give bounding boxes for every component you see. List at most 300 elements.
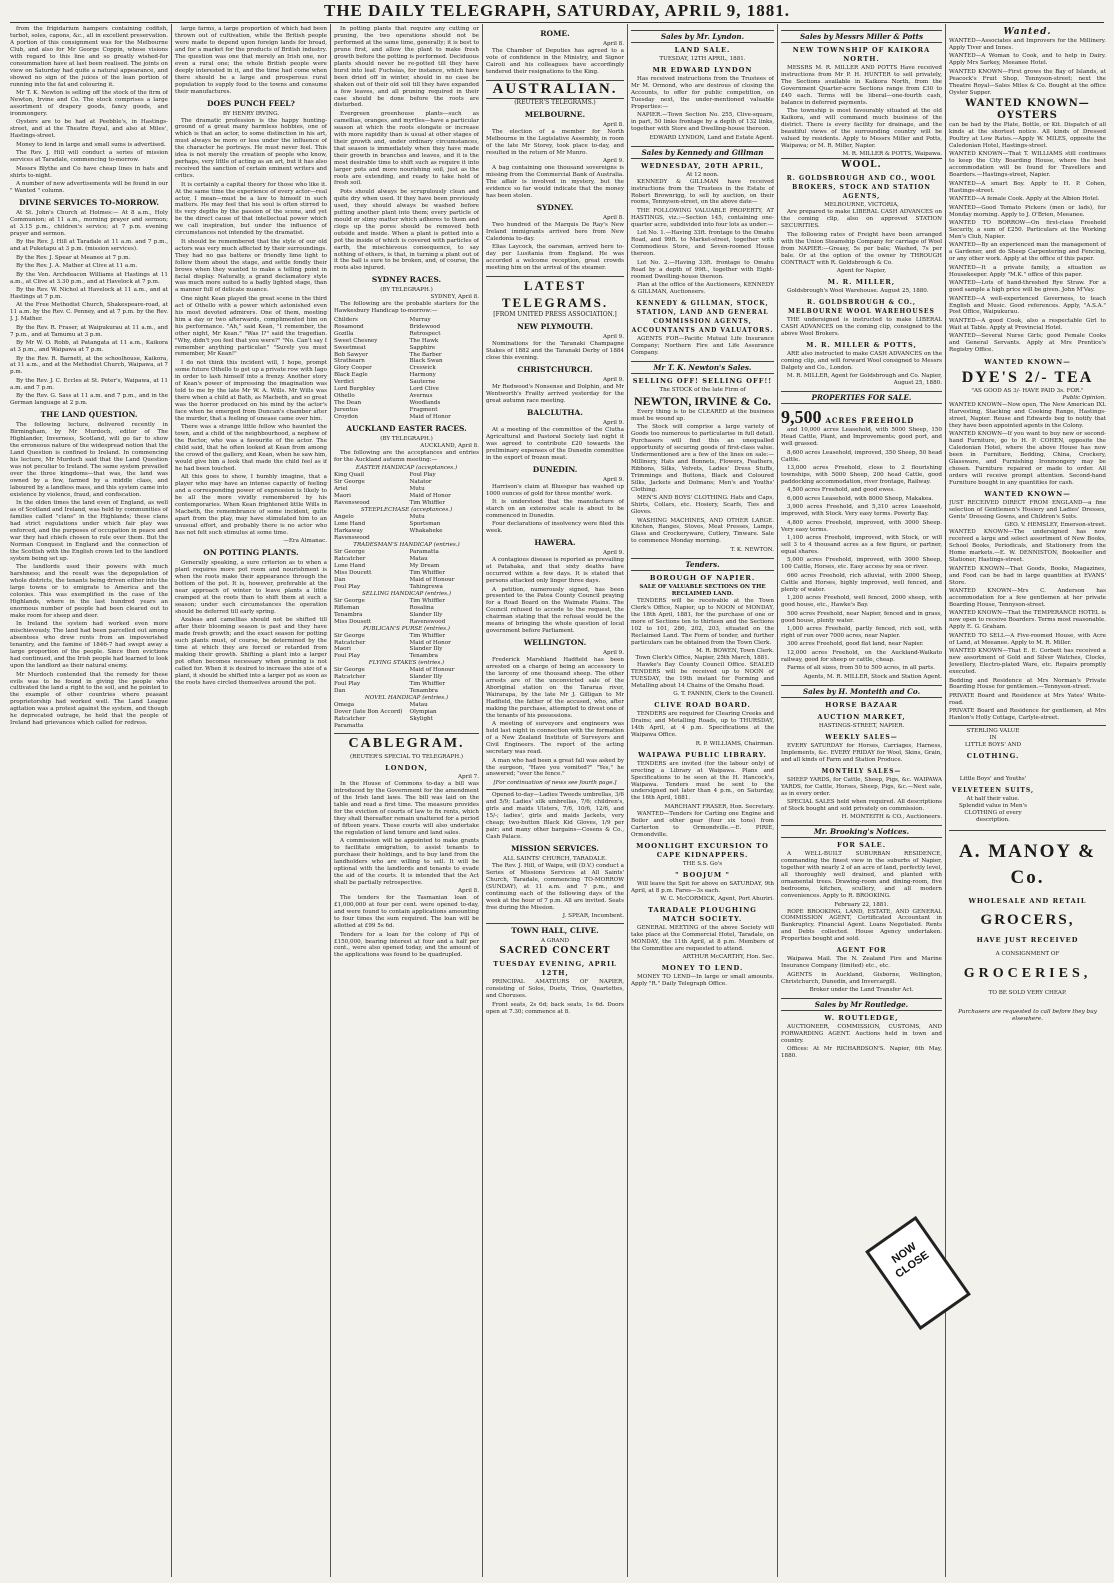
race-entry: Olympian	[409, 709, 437, 716]
signature: J. SPEAR, Incumbent.	[562, 913, 624, 920]
race-entry: Fragment	[409, 407, 438, 414]
paragraph: SPECIAL SALES held when required. All descriptions of Stock bought and sold privately on commission.	[781, 798, 942, 812]
race-entry: Ravenswood	[409, 618, 446, 625]
subheading: A GRAND	[541, 938, 569, 945]
classified-ad: WANTED—Lots of hand-threshed Rye Straw. For a good sample a high price will be given. John M'Vay.	[949, 280, 1106, 294]
paragraph: Harrison's claim at Bluespur has washed up 1000 ounces of gold for three months' work.	[486, 483, 624, 497]
race-entry: Angelo	[334, 514, 354, 521]
signature: M. R. MILLER, Agent for Goldsbrough and Co. Napier, August 25, 1880.	[786, 373, 942, 387]
paragraph: It is understood that the manufacture of starch on an extensive scale is about to be commenced in Dunedin.	[486, 498, 624, 519]
paragraph: and 10,000 acres Leasehold, with 5000 Sheep, 150 Head Cattle, Plant, and Improvements; good port, and well grassed.	[781, 427, 942, 448]
column-3	[334, 26, 479, 1576]
paragraph: Money to lend in large and small sums is advertised.	[16, 141, 166, 148]
paragraph: TENDERS are required for Clearing Creeks and Drains; and Metalling Roads, up to THURSDAY, 14th April, at 4 p.m. Specifications at the Waipawa Office.	[631, 711, 774, 739]
race-entry: Natator	[409, 479, 432, 486]
paragraph: By the Rev. G. Sass at 11 a.m. and 7 p.m., and in the German language at 2 p.m.	[10, 393, 168, 407]
section-heading: MISSION SERVICES.	[511, 844, 599, 854]
race-entry: Croydon	[334, 414, 359, 421]
race-entry: Tim Whiffler	[409, 500, 445, 507]
column-rule	[945, 24, 946, 1577]
classified-ad: WANTED KNOWN—That Goods, Books, Magazines, and Food can be had in large quantities at EVANS' Store.	[949, 565, 1106, 586]
byline: (REUTER'S TELEGRAMS.)	[514, 98, 596, 106]
classified-ad: WANTED KNOWN—First grows the Bay of Islands, at Peacock's Fruit Shop, Tennyson-street; next the Theatre Royal—Sales Miles & Co. Bought at the office Oyster Supper.	[949, 68, 1106, 96]
race-entry: Gozilla	[334, 330, 354, 337]
paragraph: Four declarations of insolvency were filed this week.	[486, 521, 624, 535]
dateline: April 8.	[603, 41, 624, 47]
paragraph: Offices: At Mr RICHARDSON'S. Napier, 6th May, 1880.	[781, 1046, 942, 1060]
paragraph: The landlords used their powers with much harshness; and the result was the depopulation of whole districts, the tenants being driven either into the large towns or to emigrate to America and the colonies. This was exemplified in the case of the Highlands, where in the last hundred years an enormous number of people had been cleared out to make room for sheep and deer.	[10, 564, 168, 619]
section-heading: ROME.	[540, 29, 570, 38]
concert-date: TUESDAY EVENING, APRIL 12TH,	[493, 960, 617, 978]
paragraph: By the Rev. R. Fraser, at Waipukurau at 11 a.m., and 7 p.m., and at Tamumu at 3 p.m.	[10, 324, 168, 338]
race-entry: Maid of Honour	[409, 576, 455, 583]
race-entry: Maori	[334, 493, 351, 500]
paragraph: Mr Murdoch contended that the remedy for these evils was to be found in giving the people who cultivated the land a right to the soil, and he pointed to the example of other countries where peasant proprietorship had worked well. The Land League agitation was a protest against the system, and though he deprecated outrage, he held that the people of Ireland had grievances which called for redress.	[10, 671, 168, 727]
paragraph: AGENTS in Auckland, Gisborne, Wellington, Christchurch, Dunedin, and Invercargill.	[781, 971, 942, 985]
byline: BY HENRY IRVING.	[222, 110, 280, 117]
paragraph: EVERY SATURDAY for Horses, Carriages, Harness, Implements, &c. EVERY FRIDAY for Wool, Skins, Grain, and all kinds of Farm and Station Produce.	[781, 742, 942, 763]
classified-ad: JUST RECEIVED DIRECT FROM ENGLAND—a fine selection of Gentlemen's Hosiery and Ladies' Dresses, Gents' Dressing Gowns, and Children's Suits.	[949, 500, 1106, 521]
firm-name: NEWTON, IRVINE & Co.	[633, 393, 772, 408]
dateline: April 9.	[603, 650, 624, 657]
paragraph: Elias Laycock, the oarsman, arrived here to-day per Lusitania from England. He was accorded a welcome reception, great crowds meeting him on the arrival of the steamer.	[486, 244, 624, 272]
ad-line: WHOLESALE AND RETAIL	[968, 897, 1087, 906]
paragraph: The following are the probable starters for the Hawkesbury Handicap to-morrow:—	[334, 301, 479, 315]
paragraph: Plan at the office of the Auctioneers, KENNEDY & GILLMAN, Auctioneers.	[631, 281, 774, 295]
race-entries	[334, 317, 479, 421]
section-heading: NEW PLYMOUTH.	[516, 322, 594, 332]
paragraph: ROPE BROOKING, LAND, ESTATE, AND GENERAL COMMISSION AGENT, Certificated Accountant in Bankruptcy. Financial Agent. Loans Negotiated. Rents and Debts collected. House Agency undertaken. Properties bought and sold.	[781, 908, 942, 943]
ad-title: FOR SALE.	[836, 841, 887, 850]
race-entry: Mutu	[409, 486, 425, 493]
race-entry: Ravenswood	[334, 535, 370, 542]
wool-heading: WOOL.	[781, 158, 942, 171]
ad-section-heading: PROPERTIES FOR SALE.	[781, 391, 942, 404]
section-heading: DUNEDIN.	[532, 464, 578, 474]
column-2	[175, 26, 327, 1576]
dye-tea-heading: WANTED KNOWN—	[984, 358, 1071, 367]
ad-subtitle: Agent for Napier,	[836, 268, 887, 275]
acreage-label: ACRES FREEHOLD	[825, 416, 915, 426]
classified-ad: WANTED—Several Nurse Girls; good Female Cooks and General Servants. Apply at Mrs Prentice's Registry Office.	[949, 333, 1106, 354]
paragraph: In Ireland the system had worked even more mischievously. The land had been parcelled out among absentees who drew rents from an impoverished tenantry, and the famine of 1846-7 had swept away a large proportion of the people. Since then evictions had continued, and the Irish people had learned to look upon the landlord as their natural enemy.	[10, 621, 168, 670]
ad-title: R. GOLDSBROUGH & CO., MELBOURNE WOOL WAREHOUSES	[788, 299, 935, 316]
paragraph: By the Rev. W. Nichol at Havelock at 11 a.m., and at Hastings at 7 p.m.	[10, 286, 168, 300]
race-entry: Maid of Honour	[409, 667, 455, 674]
ad-line: At half their value.	[966, 796, 1020, 803]
classified-ad: WANTED KNOWN—If you want to buy new or second-hand Furniture, go to H. P. COHEN, opposite the Caledonian Hotel, where the above House has now been in Furniture, Bedding, China, Crockery, Glassware, and Furnishing Ironmongery may be chosen. Furniture repaired or made to order. All orders will receive prompt attention. Second-hand Furniture bought in any quantities for cash.	[949, 431, 1106, 487]
race-entry: Tenambra	[409, 688, 438, 695]
race-entry: Foul Play	[334, 653, 361, 660]
paragraph: 1,100 acres Freehold, improved, with Stock, or will sell 3 to 4 thousand acres as a few figure, or partner, equal shares.	[781, 535, 942, 555]
ad-date: February 22, 1881.	[834, 901, 889, 908]
race-entry: Dan	[334, 688, 346, 695]
paragraph: ARE also instructed to make CASH ADVANCES on the coming clip, and will forward Wool consigned to Messrs Dalgety and Co., London.	[781, 350, 942, 371]
paragraph: 5,000 acres Freehold, improved, with 3000 Sheep, 100 Cattle, Horses, etc. Easy access by sea or river.	[781, 557, 942, 571]
clothing-ad	[949, 728, 1037, 824]
auctioneer-name: MR EDWARD LYNDON	[652, 66, 753, 74]
paragraph: At a meeting of the committee of the Clutha Agricultural and Pastoral Society last night it was agreed to contribute £20 towards the preliminary expenses of the Dunedin committee in the export of frozen meat.	[486, 426, 624, 461]
ad-line: A CONSIGNMENT OF	[995, 951, 1060, 958]
section-heading: CHRISTCHURCH.	[517, 364, 593, 374]
race-entry-list	[334, 667, 479, 695]
dye-tea-slogan: "AS GOOD AS 3/- HAVE PAID 3s. FOR."	[971, 388, 1084, 395]
dateline: April 7.	[458, 774, 479, 781]
ad-title: WANTED KNOWN—	[984, 490, 1071, 499]
paragraph: 13,000 acres Freehold, close to 2 flourishing townships, with 5000 Sheep, 200 head Cattle, good paddocking accommodation, river frontage, Railway.	[781, 465, 942, 485]
ad-subtitle: HASTINGS-STREET, NAPIER.	[818, 722, 905, 729]
ad-section-heading: Sales by H. Monteith and Co.	[781, 685, 942, 698]
race-entry: Rifleman	[334, 604, 360, 611]
ad-section-heading: Sales by Messrs Miller & Potts	[781, 30, 942, 43]
paragraph: A number of new advertisements will be found in our " Wanted " column.	[10, 181, 168, 194]
paragraph: NAPIER.—Town Section No. 255, Clive-square, in part, 50 links frontage by a depth of 132 links, together with Store and Dwelling-house thereon.	[631, 112, 774, 133]
signature: T. K. NEWTON.	[730, 546, 774, 553]
byline: (BY TELEGRAPH.)	[380, 436, 433, 443]
ad-section-heading: Sales by Mr. Lyndon.	[631, 30, 774, 43]
divider	[949, 725, 1106, 726]
signature: Agents, M. R. MILLER, Stock and Station Agent.	[803, 673, 942, 680]
race-entry: Foul Play	[409, 472, 436, 479]
race-entry: Matau	[409, 556, 428, 562]
race-entry: Murray	[409, 316, 431, 323]
section-heading: HAWERA.	[534, 538, 576, 548]
continuation-note: [For continuation of news see fourth page.]	[493, 780, 617, 787]
paragraph: In the House of Commons to-day a bill was introduced by the Government for the amendment of the Irish land laws. The bill was laid on the table and read a first time. The measure provides for the eviction of courts of law to fix rents, which they shall thereafter remain unaltered for a period of fifteen years. These courts will also undertake the regulation of land tenure and land sales.	[334, 781, 479, 836]
race-entry: The Barber	[409, 351, 442, 358]
signature: M. R. BOWEN, Town Clerk.	[696, 648, 774, 655]
paragraph: Oysters are to be had at Peebble's, in Hastings-street, and at the Theatre Royal, and also at Miles', Hastings-street.	[10, 119, 168, 140]
paragraph: Waipawa Mail. The N. Zealand Fire and Marine Insurance Company (limited) etc., etc.	[781, 956, 942, 970]
paragraph: The tenders for the Tasmanian loan of £1,000,000 at four per cent. were opened to-day, and were found to contain applications amounting to four times the sum required. The loan will be allotted at £99 5s 6d.	[334, 895, 479, 930]
dateline: April 8.	[603, 121, 624, 128]
section-heading: SYDNEY.	[536, 202, 574, 212]
dateline: April 9.	[603, 334, 624, 341]
classified-ad: WANTED—Associates and Improvers for the Millinery. Apply Tiver and Innes.	[949, 38, 1106, 51]
ad-subtitle: WEEKLY SALES—	[825, 733, 898, 741]
paragraph: Are prepared to make LIBERAL CASH ADVANCES on the coming clip, also on approved STATION SECURITIES.	[781, 209, 942, 230]
race-entry: Tahingrewa	[409, 583, 443, 590]
dateline: April 9.	[603, 419, 624, 426]
paragraph: I do not think this incident will, I hope, prompt some future Othello to get up a private row with Iago in order to lash himself into a frenzy. Another story of Kean's power of impressing the imagination was told to me by the late Mr W. A. Wills. Mr Wills was there when a child at Bath, as Macbeth, and so great was the horror produced on his mind by the actor's face when he emerged from Duncan's chamber after the murder, that a feeling of unease came over him.	[175, 359, 327, 422]
race-entry: Rosamond	[334, 323, 364, 330]
race-entry: Slander Illy	[409, 674, 443, 681]
paragraph: By the Rev. J. C. Eccles at St. Peter's, Waipawa, at 11 a.m. and 7 p.m.	[10, 377, 168, 391]
paragraph: All this goes to show, I humbly imagine, that a player who may have an intense capacity of feeling and a corresponding power of expression is likely to be all the more vividly remembered by his contemporaries. When Kean frightened little Wills in Macbeth, the remembrance of some incident, quite apart from the play, may have stimulated him to an unusual effort, and probably there is no actor who has not felt such stimulus at some time.	[175, 474, 327, 536]
ad-date: TUESDAY, 12TH APRIL, 1881.	[659, 56, 746, 62]
section-heading: WELLINGTON.	[523, 638, 587, 648]
column-7	[949, 26, 1106, 1576]
ad-title: CLIVE ROAD BOARD.	[654, 701, 751, 710]
race-entry: Sir George	[334, 479, 365, 486]
race-entry: Dan	[334, 576, 346, 583]
paragraph: THE FOLLOWING VALUABLE PROPERTY, AT HASTINGS, viz.:—Section 145, containing one-quarter acre, subdivided into four lots as under:—	[631, 207, 774, 228]
classified-ad: WANTED KNOWN—The undersigned has now received a large and select assortment of New Books, School Books, Periodicals, and Stationery from the Home markets.—E. W. DENNISTON, Bookseller and Stationer, Hastings-street.	[949, 529, 1106, 564]
ad-title: R. GOLDSBROUGH AND CO., WOOL BROKERS, STOCK AND STATION AGENTS,	[786, 175, 937, 201]
ad-subtitle: MELBOURNE, VICTORIA,	[824, 202, 899, 209]
race-entry-list	[334, 514, 479, 542]
wanted-heading: Wanted.	[1003, 27, 1052, 37]
ad-title: BOROUGH OF NAPIER.	[649, 573, 756, 582]
oysters-heading: WANTED KNOWN—OYSTERS	[965, 98, 1090, 122]
classified-ad: WANTED—A Woman to Cook, and to help in Dairy. Apply Mrs Sarkey, Meeanee Hotel.	[949, 53, 1106, 67]
paragraph: Hawke's Bay County Council Office. SEALED TENDERS will be received up to NOON of TUESDAY, the 19th instant for Forming and Metalling about 14 Chains of the Omahu Road.	[631, 662, 774, 689]
signature: H. MONTEITH & CO., Auctioneers.	[841, 814, 942, 821]
paragraph: large farms, a large proportion of which had been thrown out of cultivation, while the British people were made to depend upon foreign lands for bread, and for a market for the products of British industry. The question was one that merely an Irish one, nor even a rural one; the whole British people were deeply interested in it, and the time had come when there should be a large and prosperous rural population to supply food to the towns and consume their manufactures.	[175, 26, 327, 95]
paragraph: Mr Redwood's Nonsense and Dolphin, and Mr Wentworth's Frailty arrived yesterday for the great autumn race meeting.	[486, 383, 624, 404]
ad-footer: Broker under the Land Transfer Act.	[809, 987, 914, 994]
dateline: April 8.	[603, 214, 624, 221]
race-subheading: STEEPLECHASE (acceptances.)	[360, 507, 453, 514]
ad-title: MONEY TO LEND.	[661, 964, 744, 973]
race-entry: Lone Hand	[334, 562, 366, 569]
section-heading: TOWN HALL, CLIVE.	[486, 923, 624, 936]
ad-title: M. R. MILLER & POTTS,	[806, 340, 917, 349]
paragraph: It is certainly a capital theory for those who like it. At the same time the experience of every actor—real actor, I mean—must be a law to himself in such matters. He may feel that his soul is often stirred to its very depths by the passion of the scene, and yet be the direct cause of that intellectual power which we call inspiration, but under the influence of circumstances not intended by the dramatist.	[175, 181, 327, 237]
acreage-figure: 9,500	[781, 407, 822, 428]
classified-ad: PRIVATE Board and Residence at Mrs Yates' White-road.	[949, 692, 1106, 706]
auctioneer-name: W. ROUTLEDGE,	[824, 1014, 899, 1023]
classified-ad: WANTED—A well-experienced Governess, to teach English and Music. Good references. Apply, "A.S.A." Post Office, Waipukurau.	[949, 295, 1106, 316]
race-entry: Skylight	[409, 716, 433, 723]
paragraph: Every thing is to be CLEARED at the business must be wound up.	[631, 408, 774, 422]
race-entry: Dover (late Bon Accord)	[334, 709, 403, 716]
paragraph: Frederick Marshland Hadfield has been arrested on a charge of being an accessory to the larceny of one thousand sheep. The other arrests are of the unconvicted sale of the Aboriginal station on the Tararua river, Wairarapa, by the late Mr J. Gilligan to Mr Hadfield, the father of the accused, who, after making the purchase, attempted to divest one of the tenants of his possessions.	[486, 657, 624, 719]
ad-subtitle: SALE OF VALUABLE SECTIONS ON THE RECLAIMED LAND.	[639, 583, 766, 597]
ad-line: GROCERS,	[980, 912, 1075, 929]
signature: G. T. FANNIN, Clerk to the Council.	[673, 691, 774, 698]
ad-title: AUCTION MARKET,	[817, 712, 906, 721]
race-entry: Lone Hand	[334, 521, 366, 528]
section-heading: SYDNEY RACES.	[371, 275, 442, 285]
race-entry: Slander Illy	[409, 646, 443, 653]
ad-section-heading: Tenders.	[631, 558, 774, 571]
signature: R. P. WILLIAMS, Chairman.	[695, 740, 774, 747]
column-1	[10, 26, 168, 1576]
race-entry: Ratcatcher	[334, 556, 366, 562]
divider	[486, 789, 624, 790]
paragraph: Pots should always be scrupulously clean and quite dry when used. If they have been previously used, they should always be washed before putting another plant into them; every particle of mould or slimy matter which adheres to them and clogs up the pores should be removed both outside and inside. When a plant is potted into a pot the inside of which is covered with particles of earth, the mischievous consequence, to say nothing of others, is that, in turning a plant out of it the ball is sure to be broken, and, of course, the roots also injured.	[334, 188, 479, 272]
paragraph: By the Rev. J. Hill at Taradale at 11 a.m. and 7 p.m., and at Puketapu at 3 p.m. (mission services).	[10, 239, 168, 253]
race-entry: The Hawk	[409, 337, 439, 344]
paragraph: 8,600 acres Leasehold, improved, 350 Sheep, 50 head Cattle.	[781, 449, 942, 463]
auckland-race-entries	[334, 465, 479, 730]
dateline: LONDON,	[385, 764, 428, 773]
race-entry: Lord Burghley	[334, 386, 375, 393]
signature: W. C. McCORMICK, Agent, Port Ahuriri.	[660, 896, 774, 903]
race-entry: Paramatta	[409, 549, 439, 556]
race-entry: Tim Whiffler	[409, 569, 445, 576]
signature: Public Opinion.	[1062, 395, 1106, 402]
ad-line: Splendid value in Men's CLOTHING of every description.	[958, 803, 1028, 824]
race-entry: Rosalina	[409, 604, 434, 611]
paragraph: 1,200 acres Freehold, well fenced, 2000 sheep, with good house, etc., Hawke's Bay.	[781, 595, 942, 609]
race-entry: Glory Cooper	[334, 365, 372, 372]
paragraph: Generally speaking, a sure criterion as to when a plant requires more pot room and nourishment is when the roots make their appearance through the bottom of the pot. It is, however, preferable at the near approach of winter to leave plants a little cramped at the roots than to shift them at such a season; under such circumstances the operation should be deferred till early spring.	[175, 560, 327, 615]
paragraph: One night Kean played the great scene in the third act of Othello with a power which astonished even his most devoted admirers. One of them, meeting him a day or two afterwards, complimented him on his performance. "Ah," said Kean, "I remember, the other night, Mr Kean." "Was I?" said the tragedian. "Why, didn't you feel that you were?" "No. Can't say I remember anything particular." "Surely you must remember, Mr Kean!"	[175, 295, 327, 358]
paragraph: By the Rev. J. A. Mather at Clive at 11 a.m.	[16, 263, 138, 270]
paragraph: By the Rev. R. Barnett, at the schoolhouse, Kaikora, at 11 a.m., and at the Methodist Church, Waipawa, at 7 p.m.	[10, 355, 168, 376]
ad-line: GROCERIES,	[963, 966, 1092, 982]
paragraph: Mr T. K. Newton is selling off the stock of the firm of Newton, Irvine and Co. The stock comprises a large assortment of drapery goods, fancy goods, and ironmongery.	[10, 90, 168, 117]
column-rule	[330, 24, 331, 1577]
ad-time: At 12 noon.	[686, 171, 719, 178]
paragraph: At St. John's Church at Holmes:— At 8 a.m., Holy Communion; at 11 a.m., morning prayer and sermon; at 3.15 p.m., children's service; at 7 p.m. evening prayer and sermon.	[10, 209, 168, 237]
column-rule	[627, 24, 628, 1577]
race-entry-list	[334, 549, 479, 591]
column-rule	[171, 24, 172, 1577]
paragraph: Evergreen greenhouse plants—such as camellias, oranges, and myrtles—have a particular season at which the roots elongate or increase with more rapidity than is usual at other stages of their growth and, under ordinary circumstances, that season is immediately when they have made their growth in branches and leaves, and it is the most desirable time to shift such as require it into larger pots and more nourishing soil, just as the roots are extending, and ready to take hold of fresh soil.	[334, 110, 479, 187]
race-entry: Sportsman	[409, 521, 441, 528]
race-entry: Tim Whiffler	[409, 681, 445, 688]
ad-date: Town Clerk's Office, Napier, 25th March, 1881.	[635, 655, 770, 662]
classified-ad: WANTED—By an experienced man the management of a Gardener, and do Sheep Carpentering and Fencing, or any other work. Apply at the office of this paper.	[949, 242, 1106, 263]
ad-line: CLOTHING.	[966, 752, 1020, 761]
classified-ad: WANTED—A good Cook, also a respectable Girl to Wait at Table. Apply at Provincial Hotel.	[949, 317, 1106, 331]
paragraph: Messrs Blythe and Co have cheap lines in hats and shirts to-night.	[10, 165, 168, 179]
race-entry: Sir George	[334, 549, 365, 556]
race-subheading: PUBLICAN'S PURSE (entries.)	[362, 625, 450, 632]
paragraph: Has received instructions from the Trustees of Mr M. Ormond, who are desirous of closing the Accounts, to offer for public competition, on Tuesday next, the under-mentioned valuable Properties:—	[631, 76, 774, 110]
paragraph: Will leave the Spit for above on SATURDAY, 9th April, at 8 p.m. Fares—3s each.	[631, 880, 774, 894]
australian-heading: AUSTRALIAN.	[486, 80, 624, 99]
section-heading: ON POTTING PLANTS.	[203, 548, 299, 558]
byline: [FROM UNITED PRESS ASSOCIATION.]	[493, 311, 617, 319]
race-entry: Bridewood	[409, 323, 441, 330]
signature: M. R. MILLER & POTTS, Waipawa.	[842, 151, 942, 158]
signature: EDWARD LYNDON, Land and Estate Agent.	[649, 134, 774, 141]
ad-line: IN	[989, 735, 997, 742]
ad-title: KENNEDY & GILLMAN, STOCK, STATION, LAND AND GENERAL COMMISSION AGENTS, ACCOUNTANTS AND VALUATORS.	[631, 299, 774, 334]
classified-ad: Bedding and Residence at Mrs Norman's Private Boarding House for gentlemen.—Tennyson-street.	[949, 677, 1106, 691]
cablegram-heading: CABLEGRAM.	[334, 733, 479, 754]
race-entry: Jurentus	[334, 407, 359, 414]
paragraph: 6,000 acres Leasehold, with 8000 Sheep, Makakea.	[787, 495, 934, 502]
race-entry: Strathearn	[334, 358, 365, 365]
paragraph: from the frigidarium hampers containing codfish, turbot, soles, capons, &c., all in excellent preservation. A portion of this consignment was for the Melbourne Club, and also for Mr George Coppin, whose visions with regard to this line and so greatly wished-for consummation have at last been realised. The joints on view on Saturday had quite a natural appearance, and showed no sign of the juices of the lean portion of running into the fat and colouring it.	[10, 26, 168, 88]
paragraph: The following rates of Freight have been arranged with the Union Steamship Company for carriage of Wool from NAPIER:—Greasy, 5s per bale; Washed, 7s per bale. Or at the option of the owner by THROUGH CONTRACT with R. Goldsbrough & Co.	[781, 231, 942, 266]
race-entry: Ratcatcher	[334, 639, 366, 646]
race-entry: Sir George	[334, 597, 365, 604]
ship-name: " BOOJUM "	[675, 870, 730, 879]
race-entry: Retrospect	[409, 330, 441, 337]
divider	[949, 830, 1106, 831]
race-entry: Childers	[334, 316, 358, 323]
paragraph: The Rev. J. Hill, of Waipu, will (D.V.) conduct a Series of Missions Services at All Saints' Church, Taradale, commencing TO-MORROW (SUNDAY), at 11 a.m. and 7 p.m., and continuing each of the following days of the week at the hour of 7 p.m. All are invited. Seats free during the Mission.	[486, 863, 624, 911]
paragraph: By Mr W. O. Robb, at Patangata at 11 a.m., Kaikora at 3 p.m., and Waipawa at 7 p.m.	[10, 340, 168, 354]
column-rule	[482, 24, 483, 1577]
race-entry: Maori	[334, 646, 351, 653]
race-entry: The Dean	[334, 400, 362, 407]
dye-tea-title: DYE'S 2/- TEA	[961, 369, 1094, 387]
paragraph: Tenders for a loan for the colony of Fiji of £150,000, bearing interest at four and a half per cent., were also opened today, and the amount of the applications was found to be quadrupled.	[334, 931, 479, 959]
race-entry: Sweetmeat	[334, 344, 366, 351]
paragraph: In the olden times the land even of England, as well as of Scotland and Ireland, was held by communities of families called "clans" in the Highlands; these clans had strict regulations under which fair play was enforced, and the purposes of occupation in peace and war they had chiefs chosen to rule over them. But the Norman Conquest in England and the connection of the Scottish with the English crown led to the landlord system being set up.	[10, 500, 168, 562]
race-entry: Tim Whiffler	[409, 597, 445, 604]
race-entry: Slander Illy	[409, 611, 443, 618]
paragraph: 4,500 acres Freehold, and good ewes.	[787, 487, 895, 494]
classified-ad: WANTED TO SELL—A Five-roomed House, with Acre of Land, at Meeanee. Apply to M. R. Miller.	[949, 632, 1106, 646]
paragraph: MESSRS M. R. MILLER AND POTTS Have received instructions from Mr P. H. HUNTER to sell privately, The Sections available in Kaikora North, from the Government Quarter-acre Sections range from £30 to £40 each. Terms will be liberal—one-fourth cash, balance in deferred payments.	[781, 65, 942, 106]
dateline: April 8.	[458, 888, 479, 895]
race-entry: Sir George	[334, 667, 365, 674]
paragraph: WASHING MACHINES, AND OTHER LARGE. Kitchen, Ranges, Stoves, Meat Presses, Lamps, Glass and Crockeryware, Cutlery, Tinware. Sale to commence Monday morning.	[631, 517, 774, 545]
paragraph: At the Free Methodist Church, Shakespeare-road, at 11 a.m. by the Rev. C. Penney, and at 7 p.m. by the Rev. J. J. Mather.	[10, 302, 168, 323]
race-entry: Black Swan	[409, 358, 443, 365]
race-subheading: NOVEL HANDICAP (entries.)	[364, 695, 449, 702]
race-entry: Paramatta	[334, 723, 364, 730]
paragraph: It should be remembered that the style of our old actors was very much affected by their surroundings. They had no gas battens or friendly lime light to follow them about the stage, and settle fondly their brows when they wanted to make a telling point in facial display. Naturally, a grand declamatory style was much more suited to a badly lighted stage, than a manner full of delicate nuance.	[175, 238, 327, 294]
classified-ad: WANTED—A smart Boy. Apply to H. P. Cohen, Hastings-street.	[949, 180, 1106, 194]
race-entry: Othello	[334, 393, 355, 400]
race-entry-list	[334, 702, 479, 730]
classified-ad: WANTED KNOWN—That the TEMPERANCE HOTEL is now open to receive Boarders. Terms most reasonable. Apply E. G. Graham.	[949, 610, 1106, 631]
race-entry: Foul Play	[334, 583, 361, 590]
paragraph: PRINCIPAL AMATEURS OF NAPIER, consisting of Solos, Duets, Trios, Quartettes, and Choruses.	[486, 979, 624, 1000]
race-entry: Tim Whiffler	[409, 632, 445, 639]
ad-title: MOONLIGHT EXCURSION TO CAPE KIDNAPPERS.	[636, 841, 769, 859]
spacer	[949, 762, 1037, 776]
race-entry: Harmony	[409, 372, 436, 379]
section-heading: DOES PUNCH FEEL?	[207, 98, 295, 108]
paragraph: THE undersigned is instructed to make LIBERAL CASH ADVANCES on the coming clip, consigned to the above Wool Brokers.	[781, 317, 942, 337]
classified-ad: WANTED KNOWN—That T. WILLIAMS still continues to keep the City Boarding House, where the best accommodation will be found for Travellers and Boarders.—Hastings-street, Napier.	[949, 151, 1106, 179]
race-entry: Sir George	[334, 632, 365, 639]
latest-telegrams-heading: LATEST TELEGRAMS.	[486, 276, 624, 311]
race-entry: Maid of Honor	[409, 639, 451, 646]
race-entry: Matau	[409, 702, 428, 709]
manoy-name: A. MANOY & Co.	[959, 841, 1096, 889]
paragraph: Opened to-day—Ladies Tweeds umbrellas, 3/6 and 5/9; Ladies' silk umbrellas, 7/6; children's, girls and maids Ulsters, 7/6, 10/6, 12/6, and 15/-; ladies', girls and maids Jackets, very cheap; two-button Black Kid Gloves, 1/9 per pair; and many other bargains—Cosens & Co., Cash Palace.	[486, 792, 624, 841]
race-entry: Miss Doucett	[334, 569, 372, 576]
race-entry: Miss Dousett	[334, 618, 372, 625]
race-entry: Sweet Chesney	[334, 337, 378, 344]
paragraph: A contagious disease is reported as prevailing at Patahaka, and that sixty deaths have occurred within a few days. It is stated that persons attacked only linger three days.	[486, 557, 624, 585]
ad-line: Purchasers are requested to call before they buy elsewhere.	[958, 1009, 1097, 1023]
paragraph: The dramatic profession is the happy hunting-ground of a great many harmless hobbies, one of which is that an actor, to some distinction in his art, must always be more or less under the influence of the character he portrays. He must never feel. This idea is not merely the creation of people who know, perhaps, very little of acting as an art, but it has also received the sanction of certain eminent writers and critics.	[175, 117, 327, 180]
paragraph: SHEEP YARDS, for Cattle, Sheep, Pigs, &c. WAIPAWA YARDS, for Cattle, Horses, Sheep, Pigs, &c.—Next sale, as in every order.	[781, 776, 942, 797]
byline: (BY TELEGRAPH.)	[380, 287, 433, 294]
race-entry: Bob Sawyer	[334, 351, 368, 358]
section-heading: BALCLUTHA.	[527, 407, 583, 417]
paragraph: A man who had been a great fall was asked by the surgeon, "Have you vomited?" "Yes," he answered; "over the fence."	[486, 757, 624, 778]
paragraph: The Rev. J. Hill will conduct a series of mission services at Taradale, commencing to-morrow.	[10, 150, 168, 164]
ad-section-heading: Sales by Kennedy and Gillman	[631, 146, 774, 159]
ad-date: WEDNESDAY, 20TH APRIL,	[640, 161, 765, 170]
paragraph: TENDERS will be receivable at the Town Clerk's Office, Napier, up to NOON of MONDAY, the 18th April, 1881, for the purchase of one or more of Sections ten to thirteen and the Sections 102 to 101, 286, 202, 203, situated on the Reclaimed Land. The Form of tender, and further particulars can be obtained from the Town Clerk.	[631, 597, 774, 646]
section-heading: THE LAND QUESTION.	[40, 410, 138, 420]
paragraph: MONEY TO LEND—In large or small amounts. Apply "R." Daily Telegraph Office.	[631, 974, 774, 988]
column-rule	[777, 24, 778, 1577]
race-entry: My Dream	[409, 562, 440, 569]
column-4	[486, 26, 624, 1576]
paragraph: Goldsbrough's Wool Warehouse. August 25, 1880.	[787, 288, 929, 295]
paragraph: 500 acres Freehold, near Napier, fenced and in grass, good house, plenty water.	[781, 610, 942, 624]
race-subheading: SELLING HANDICAP (entries.)	[361, 590, 451, 597]
race-entry: Whakaheke	[409, 528, 443, 535]
paragraph: AGENTS FOR—Pacific Mutual Life Insurance Company; Northern Fire and Life Assurance Company.	[631, 335, 774, 356]
ad-title: HORSE BAZAAR	[825, 700, 898, 709]
race-entry: Maid of Honor	[409, 493, 451, 500]
race-entry: Black Eagle	[334, 372, 368, 379]
race-entry: King Quail	[334, 472, 365, 479]
race-entry: Ravenswood	[334, 500, 370, 507]
ad-section-heading: Mr. Brooking's Notices.	[781, 825, 942, 838]
paragraph: Two hundred of the Marquis De Ray's New Ireland immigrants arrived here from New Caledonia to-day.	[486, 221, 624, 242]
ad-line: VELVETEEN SUITS,	[951, 787, 1035, 795]
section-heading: DIVINE SERVICES TO-MORROW.	[19, 197, 159, 207]
classified-ad: WANTED KNOWN—Mrs C. Anderson has accommodation for a few gentlemen at her private Boarding House, Tennyson-street.	[949, 588, 1106, 608]
